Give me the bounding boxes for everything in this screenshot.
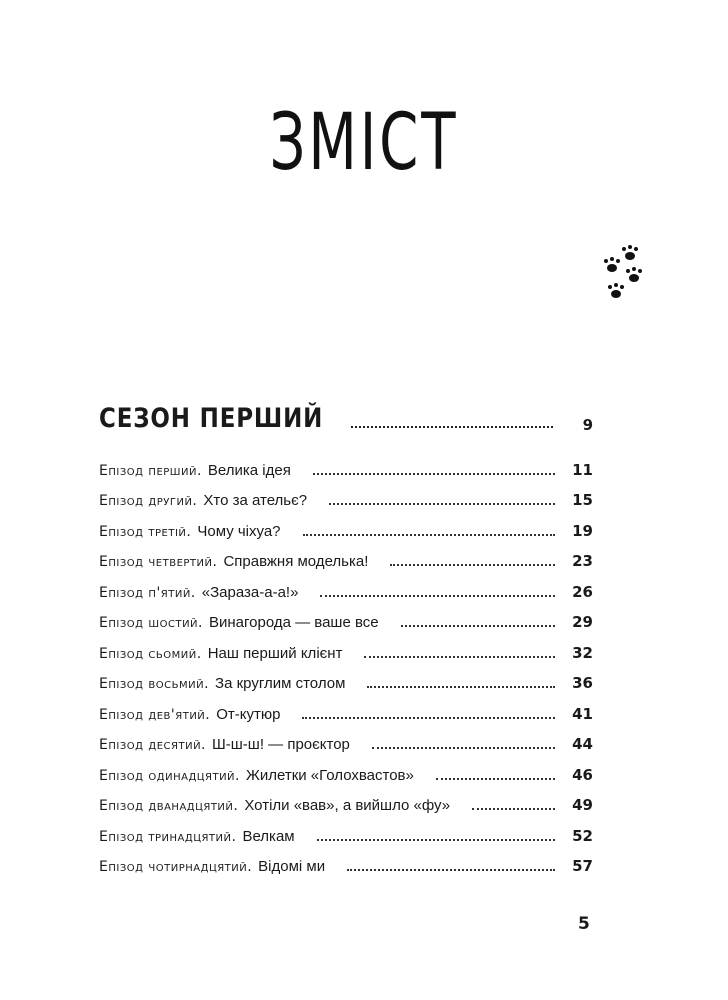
- episode-entry[interactable]: [99, 540, 593, 571]
- episode-title: Жилетки «Голохвастов»: [246, 766, 414, 784]
- episode-page-number: 41: [572, 704, 593, 723]
- episode-page-number: 11: [572, 460, 593, 479]
- dot-leader: [317, 839, 555, 841]
- dot-leader: [351, 426, 553, 428]
- dot-leader: [320, 595, 555, 597]
- episode-word: Епізод: [99, 706, 144, 723]
- episode-page-number: 44: [572, 735, 593, 753]
- episode-ordinal: тринадцятий.: [148, 828, 237, 845]
- episode-title: Велика ідея: [207, 461, 291, 479]
- episode-page-number: 29: [572, 613, 593, 631]
- dot-leader: [372, 747, 555, 749]
- episode-entry[interactable]: [99, 601, 593, 632]
- episode-page-number: 57: [572, 857, 593, 875]
- episode-entry[interactable]: [99, 814, 593, 845]
- episode-word: Епізод: [99, 859, 144, 875]
- episode-ordinal: третій.: [148, 523, 192, 540]
- episode-title: Відомі ми: [258, 858, 326, 875]
- episode-page-number: 36: [572, 674, 593, 692]
- episode-entry[interactable]: [99, 784, 593, 815]
- episode-entry[interactable]: [99, 509, 593, 540]
- episode-entry[interactable]: [99, 448, 593, 479]
- episode-ordinal: п'ятий.: [148, 584, 196, 601]
- dot-leader: [329, 503, 555, 505]
- episode-ordinal: дванадцятий.: [148, 798, 239, 814]
- episode-title: Справжня моделька!: [223, 553, 369, 570]
- episode-entry[interactable]: [99, 692, 593, 723]
- episode-page-number: 46: [572, 765, 593, 784]
- episode-ordinal: дев'ятий.: [148, 706, 211, 723]
- episode-entry[interactable]: [99, 631, 593, 662]
- dot-leader: [302, 717, 555, 719]
- episode-title: Ш-ш-ш! — проєктор: [212, 736, 350, 753]
- episode-ordinal: сьомий.: [148, 645, 202, 662]
- episode-page-number: 19: [572, 521, 593, 540]
- episode-entry[interactable]: [99, 723, 593, 754]
- episode-ordinal: четвертий.: [148, 554, 218, 570]
- episode-ordinal: шостий.: [148, 615, 203, 631]
- dot-leader: [303, 534, 555, 536]
- episode-ordinal: восьмий.: [148, 676, 210, 692]
- episode-entry[interactable]: [99, 753, 593, 784]
- dot-leader: [436, 778, 555, 780]
- episode-title: Велкам: [242, 827, 295, 845]
- episode-ordinal: перший.: [148, 462, 202, 479]
- dot-leader: [364, 656, 555, 658]
- episode-ordinal: десятий.: [148, 737, 207, 753]
- season-heading-row[interactable]: [99, 394, 593, 434]
- episode-word: Епізод: [99, 493, 144, 509]
- paw-prints-icon: [602, 244, 646, 304]
- episode-title: От-кутюр: [216, 705, 281, 723]
- episode-word: Епізод: [99, 462, 144, 479]
- dot-leader: [472, 808, 555, 810]
- episode-word: Епізод: [99, 645, 144, 662]
- episode-title: За круглим столом: [215, 675, 346, 692]
- episode-word: Епізод: [99, 554, 144, 570]
- episode-word: Епізод: [99, 767, 144, 784]
- episode-title: Наш перший клієнт: [207, 644, 343, 662]
- episode-word: Епізод: [99, 737, 144, 753]
- page-number: 5: [578, 914, 590, 934]
- episode-page-number: 52: [572, 826, 593, 845]
- dot-leader: [367, 686, 555, 688]
- episode-entry[interactable]: [99, 662, 593, 693]
- episode-ordinal: другий.: [148, 493, 198, 509]
- episode-title: Хто за ательє?: [203, 492, 308, 509]
- episode-page-number: 23: [572, 552, 593, 570]
- dot-leader: [401, 625, 555, 627]
- episode-title: Хотіли «вав», а вийшло «фу»: [244, 797, 451, 814]
- episode-entry[interactable]: [99, 479, 593, 510]
- episode-word: Епізод: [99, 798, 144, 814]
- episode-entry[interactable]: [99, 845, 593, 876]
- episode-entry[interactable]: [99, 570, 593, 601]
- episode-ordinal: одинадцятий.: [148, 767, 240, 784]
- episode-word: Епізод: [99, 615, 144, 631]
- season-page-number: 9: [582, 416, 593, 434]
- episode-list: [99, 448, 593, 875]
- episode-page-number: 15: [572, 491, 593, 509]
- episode-title: «Зараза-а-а!»: [201, 583, 299, 601]
- dot-leader: [390, 564, 555, 566]
- episode-page-number: 32: [572, 643, 593, 662]
- episode-ordinal: чотирнадцятий.: [148, 859, 253, 875]
- episode-title: Чому чіхуа?: [197, 522, 281, 540]
- episode-page-number: 26: [572, 582, 593, 601]
- season-label: СЕЗОН ПЕРШИЙ: [99, 403, 324, 434]
- episode-page-number: 49: [572, 796, 593, 814]
- episode-word: Епізод: [99, 828, 144, 845]
- dot-leader: [347, 869, 555, 871]
- episode-word: Епізод: [99, 584, 144, 601]
- episode-title: Винагорода — ваше все: [209, 614, 379, 631]
- episode-word: Епізод: [99, 676, 144, 692]
- page-title: ЗМІСТ: [269, 98, 459, 188]
- episode-word: Епізод: [99, 523, 144, 540]
- dot-leader: [313, 473, 555, 475]
